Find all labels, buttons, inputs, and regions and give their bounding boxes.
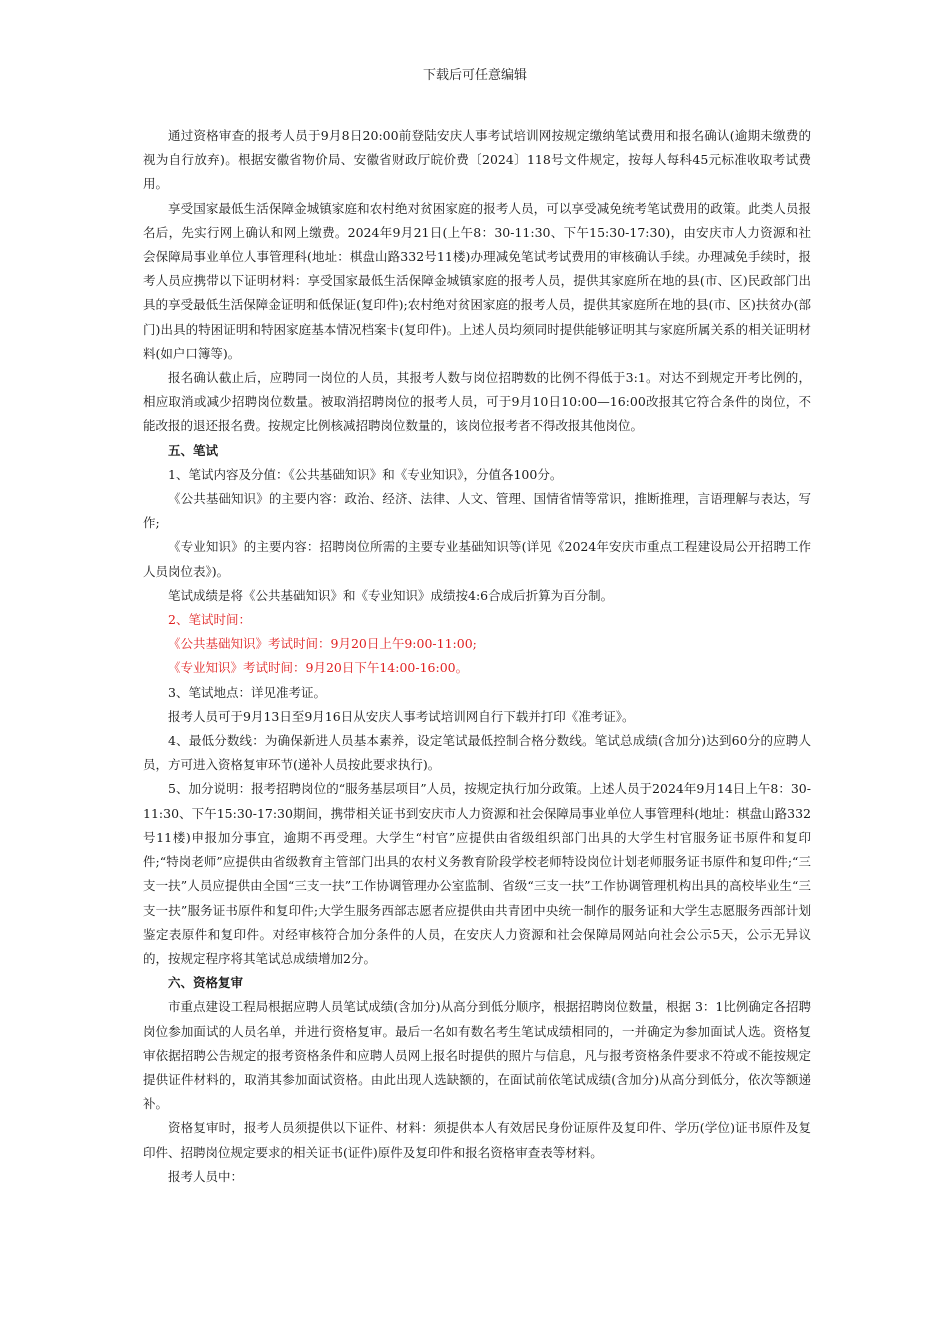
paragraph: 《公共基础知识》考试时间：9月20日上午9:00-11:00; (168, 636, 477, 652)
paragraph: 报名确认截止后，应聘同一岗位的人员，其报考人数与岗位招聘数的比例不得低于3:1。对达不到规定开考比例的，相应取消或减少招聘岗位数量。被取消招聘岗位的报考人员，可于9月10日10:00—16:00改报其它符合条件的岗位，不能改报的退还报名费。按规定比例核减招聘岗位数量的，该岗位报考者不得改报其他岗位。 (143, 370, 811, 434)
paragraph: 1、笔试内容及分值：《公共基础知识》和《专业知识》，分值各100分。 (168, 466, 563, 482)
paragraph: 报考人员中： (168, 1168, 244, 1184)
page-header: 下载后可任意编辑 (422, 68, 527, 83)
paragraph: 市重点建设工程局根据应聘人员笔试成绩(含加分)从高分到低分顺序，根据招聘岗位数量，根据 3：1比例确定各招聘岗位参加面试的人员名单，并进行资格复审。最后一名如有数名考生笔试成绩相同的，一并确定为参加面试人选。资格复审依据招聘公告规定的报考资格条件和应聘人员网上报名时提供的照片与信息，凡与报考资格条件要求不符或不能按规定提供证件材料的，取消其参加面试资格。由此出现人选缺额的，在面试前依笔试成绩(含加分)从高分到低分，依次等额递补。 (143, 999, 811, 1112)
paragraph: 通过资格审查的报考人员于9月8日20:00前登陆安庆人事考试培训网按规定缴纳笔试费用和报名确认(逾期未缴费的视为自行放弃)。根据安徽省物价局、安徽省财政厅皖价费〔2024〕118号文件规定，按每人每科45元标准收取考试费用。 (143, 128, 811, 192)
paragraph: 3、笔试地点：详见准考证。 (168, 684, 326, 700)
paragraph: 《公共基础知识》的主要内容：政治、经济、法律、人文、管理、国情省情等常识，推断推理，言语理解与表达，写作; (143, 491, 811, 531)
section-heading: 五、笔试 (168, 442, 219, 458)
paragraph: 《专业知识》考试时间：9月20日下午14:00-16:00。 (168, 660, 469, 676)
paragraph: 《专业知识》的主要内容：招聘岗位所需的主要专业基础知识等(详见《2024年安庆市重点工程建设局公开招聘工作人员岗位表》)。 (143, 539, 811, 579)
paragraph: 笔试成绩是将《公共基础知识》和《专业知识》成绩按4:6合成后折算为百分制。 (168, 587, 614, 603)
section-heading: 六、资格复审 (168, 975, 244, 991)
paragraph: 4、最低分数线：为确保新进人员基本素养，设定笔试最低控制合格分数线。笔试总成绩(含加分)达到60分的应聘人员，方可进入资格复审环节(递补人员按此要求执行)。 (143, 733, 811, 773)
paragraph: 资格复审时，报考人员须提供以下证件、材料：须提供本人有效居民身份证原件及复印件、学历(学位)证书原件及复印件、招聘岗位规定要求的相关证书(证件)原件及复印件和报名资格审查表等材料。 (143, 1120, 811, 1160)
document-body (143, 124, 811, 1189)
paragraph: 享受国家最低生活保障金城镇家庭和农村绝对贫困家庭的报考人员，可以享受减免统考笔试费用的政策。此类人员报名后，先实行网上确认和网上缴费。2024年9月21日(上午8：30-11:30、下午15:30-17:30)，由安庆市人力资源和社会保障局事业单位人事管理科(地址：棋盘山路332号11楼)办理减免笔试考试费用的审核确认手续。办理减免手续时，报考人员应携带以下证明材料：享受国家最低生活保障金城镇家庭的报考人员，提供其家庭所在地的县(市、区)民政部门出具的享受最低生活保障金证明和低保证(复印件);农村绝对贫困家庭的报考人员，提供其家庭所在地的县(市、区)扶贫办(部门)出具的特困证明和特困家庭基本情况档案卡(复印件)。上述人员均须同时提供能够证明其与家庭所属关系的相关证明材料(如户口簿等)。 (143, 200, 811, 361)
paragraph: 5、加分说明：报考招聘岗位的“服务基层项目”人员，按规定执行加分政策。上述人员于2024年9月14日上午8：30-11:30、下午15:30-17:30期间，携带相关证书到安庆市人力资源和社会保障局事业单位人事管理科(地址：棋盘山路332号11楼)申报加分事宜，逾期不再受理。大学生“村官”应提供由省级组织部门出具的大学生村官服务证书原件和复印件;“特岗老师”应提供由省级教育主管部门出具的农村义务教育阶段学校老师特设岗位计划老师服务证书原件和复印件;“三支一扶”人员应提供由全国“三支一扶”工作协调管理办公室监制、省级“三支一扶”工作协调管理机构出具的高校毕业生“三支一扶”服务证书原件和复印件;大学生服务西部志愿者应提供由共青团中央统一制作的服务证和大学生志愿服务西部计划鉴定表原件和复印件。对经审核符合加分条件的人员，在安庆人力资源和社会保障局网站向社会公示5天，公示无异议的，按规定程序将其笔试总成绩增加2分。 (143, 781, 811, 966)
paragraph: 报考人员可于9月13日至9月16日从安庆人事考试培训网自行下载并打印《准考证》。 (168, 708, 635, 724)
paragraph: 2、笔试时间： (168, 612, 251, 628)
